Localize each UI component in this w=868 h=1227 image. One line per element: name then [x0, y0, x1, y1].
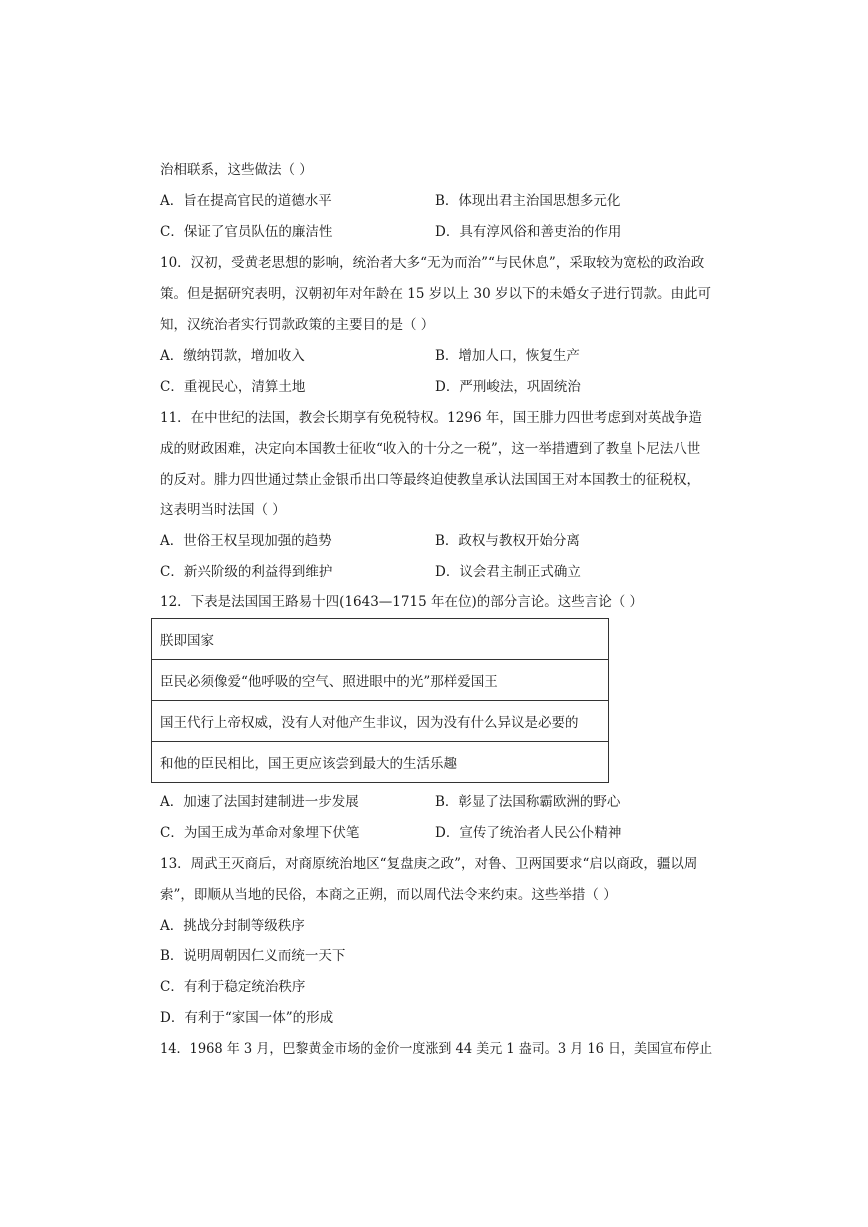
table-row — [152, 701, 609, 742]
q10-stem-line: 10．汉初，受黄老思想的影响，统治者大多“无为而治”“与民休息”，采取较为宽松的政治政 — [160, 255, 705, 271]
q10-stem-line: 策。但是据研究表明，汉朝初年对年龄在 15 岁以上 30 岁以下的未婚女子进行罚款。由此可 — [160, 286, 712, 302]
q11-stem-line: 成的财政困难，决定向本国教士征收“收入的十分之一税”，这一举措遭到了教皇卜尼法八世 — [160, 441, 701, 457]
q13-stem-line: 索”，即顺从当地的民俗，本商之正朔，而以周代法令来约束。这些举措（ ） — [160, 887, 617, 903]
q10-stem-line: 知，汉统治者实行罚款政策的主要目的是（ ） — [160, 317, 435, 333]
table-row — [152, 660, 609, 701]
q12-option-b: B．彰显了法国称霸欧洲的野心 — [435, 794, 621, 810]
q13-option-d: D．有利于“家国一体”的形成 — [160, 1010, 334, 1026]
q12-option-a: A．加速了法国封建制进一步发展 — [160, 794, 359, 810]
q10-option-d: D．严刑峻法，巩固统治 — [435, 379, 581, 395]
q9-option-b: B．体现出君主治国思想多元化 — [435, 193, 621, 209]
q12-stem-line: 12．下表是法国国王路易十四(1643—1715 年在位)的部分言论。这些言论（ ） — [160, 594, 644, 610]
q12-option-d: D．宣传了统治者人民公仆精神 — [435, 825, 622, 841]
table-cell: 臣民必须像爱“他呼吸的空气、照进眼中的光”那样爱国王 — [152, 660, 609, 701]
table-cell: 国王代行上帝权威，没有人对他产生非议，因为没有什么异议是必要的 — [152, 701, 609, 742]
quote-table — [151, 618, 609, 783]
q12-option-c: C．为国王成为革命对象埋下伏笔 — [160, 825, 360, 841]
q9-option-c: C．保证了官员队伍的廉洁性 — [160, 224, 333, 240]
q13-option-c: C．有利于稳定统治秩序 — [160, 979, 306, 995]
q9-stem-tail: 治相联系，这些做法（ ） — [160, 162, 313, 178]
q11-option-c: C．新兴阶级的利益得到维护 — [160, 564, 333, 580]
table-cell: 朕即国家 — [152, 619, 609, 660]
q11-stem-line: 的反对。腓力四世通过禁止金银币出口等最终迫使教皇承认法国国王对本国教士的征税权， — [160, 472, 700, 488]
q13-option-a: A．挑战分封制等级秩序 — [160, 918, 305, 934]
q11-option-b: B．政权与教权开始分离 — [435, 533, 580, 549]
q10-option-c: C．重视民心，清算土地 — [160, 379, 306, 395]
q13-stem-line: 13．周武王灭商后，对商原统治地区“复盘庚之政”，对鲁、卫两国要求“启以商政，疆以周 — [160, 856, 698, 872]
q14-stem-line: 14．1968 年 3 月，巴黎黄金市场的金价一度涨到 44 美元 1 盎司。3 月 16 日，美国宣布停止 — [160, 1041, 713, 1057]
q9-option-a: A．旨在提高官民的道德水平 — [160, 193, 332, 209]
q11-option-a: A．世俗王权呈现加强的趋势 — [160, 533, 332, 549]
q13-option-b: B．说明周朝因仁义而统一天下 — [160, 948, 346, 964]
q11-stem-line: 这表明当时法国（ ） — [160, 502, 286, 518]
q11-option-d: D．议会君主制正式确立 — [435, 564, 581, 580]
q10-option-b: B．增加人口，恢复生产 — [435, 348, 580, 364]
q10-option-a: A．缴纳罚款，增加收入 — [160, 348, 305, 364]
q9-option-d: D．具有淳风俗和善吏治的作用 — [435, 224, 622, 240]
table-row — [152, 619, 609, 660]
table-row — [152, 742, 609, 783]
table-cell: 和他的臣民相比，国王更应该尝到最大的生活乐趣 — [152, 742, 609, 783]
q11-stem-line: 11．在中世纪的法国，教会长期享有免税特权。1296 年，国王腓力四世考虑到对英战争造 — [160, 410, 702, 426]
